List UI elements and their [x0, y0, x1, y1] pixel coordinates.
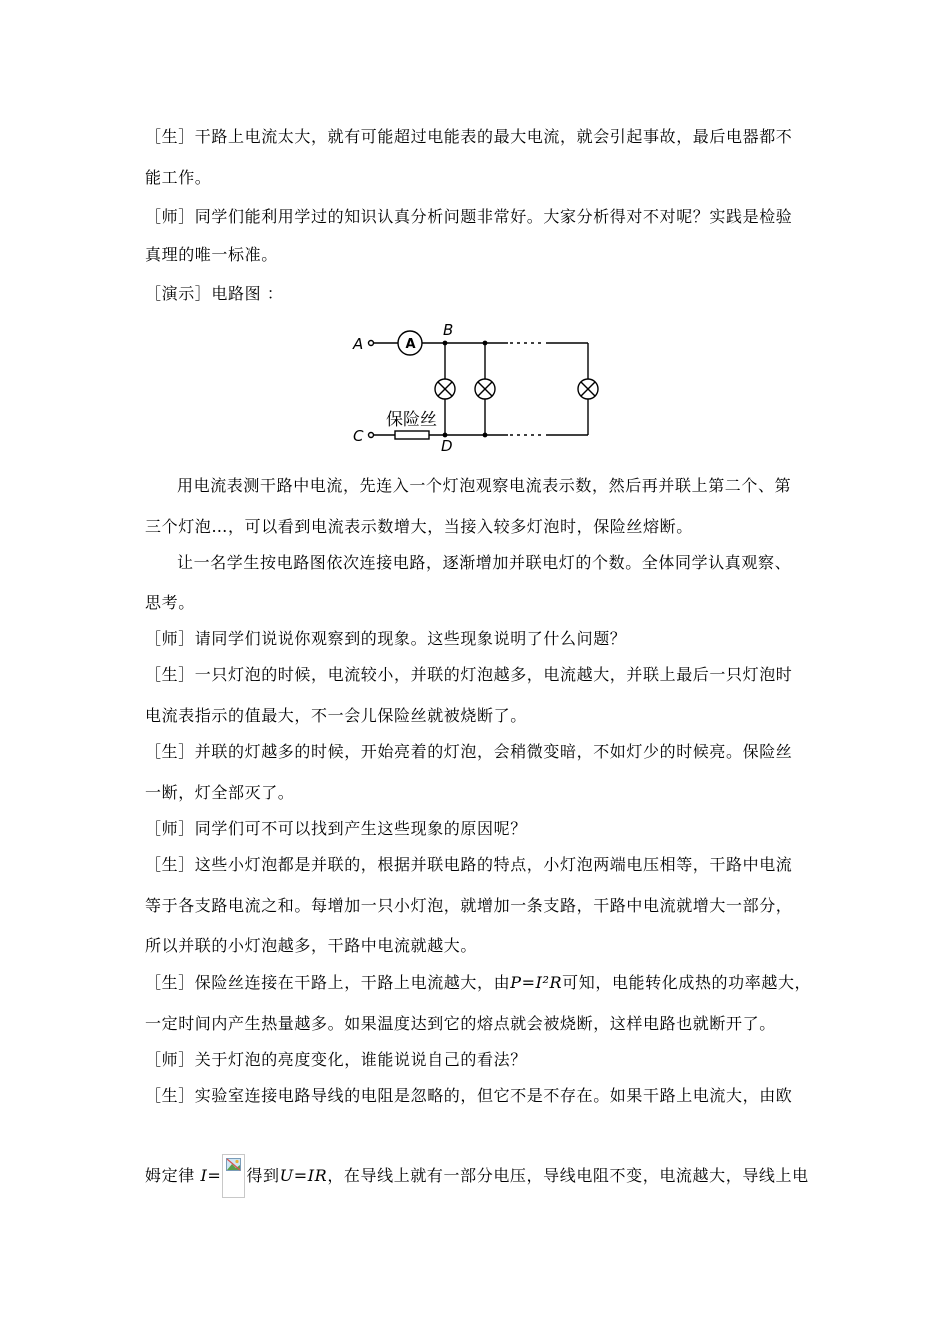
paragraph-line: 真理的唯一标准。 [145, 245, 278, 264]
circuit-diagram [350, 322, 605, 452]
paragraph-line: ［演示］电路图 ： [145, 284, 284, 303]
paragraph-line: ［生］实验室连接电路导线的电阻是忽略的，但它不是不存在。如果干路上电流大，由欧 [145, 1086, 793, 1105]
paragraph-line: 电流表指示的值最大，不一会儿保险丝就被烧断了。 [145, 706, 527, 725]
node-label-d: D [441, 437, 453, 452]
current-formula-prefix: I= [200, 1166, 222, 1185]
paragraph-line: ［师］请同学们说说你观察到的现象。这些现象说明了什么问题？ [145, 629, 627, 648]
node-label-c: C [353, 427, 364, 445]
node-label-b: B [443, 322, 454, 339]
paragraph-line: 让一名学生按电路图依次连接电路，逐渐增加并联电灯的个数。全体同学认真观察、 [177, 553, 792, 572]
ohms-law-get: 得到 [246, 1166, 280, 1185]
paragraph-line: 能工作。 [145, 168, 212, 187]
paragraph-line: 思考。 [145, 593, 195, 612]
ohms-law-line [145, 1154, 810, 1198]
paragraph-line: 一断，灯全部灭了。 [145, 783, 295, 802]
paragraph-line: ［师］同学们能利用学过的知识认真分析问题非常好。大家分析得对不对呢？实践是检验 [145, 207, 793, 226]
power-line-before: ［生］保险丝连接在干路上，干路上电流越大，由 [145, 973, 511, 992]
paragraph-line: ［师］同学们可不可以找到产生这些现象的原因呢？ [145, 819, 527, 838]
ohms-law-rest: ，在导线上就有一部分电压，导线电阻不变，电流越大，导线上电 [327, 1166, 809, 1185]
broken-image-icon [222, 1154, 245, 1198]
power-formula: P=I²R [510, 973, 563, 992]
power-formula-line [145, 972, 810, 994]
paragraph-line: 一定时间内产生热量越多。如果温度达到它的熔点就会被烧断，这样电路也就断开了。 [145, 1014, 776, 1033]
ammeter-label: A [405, 337, 416, 352]
paragraph-line: 三个灯泡…，可以看到电流表示数增大，当接入较多灯泡时，保险丝熔断。 [145, 517, 693, 536]
paragraph-line: ［师］关于灯泡的亮度变化，谁能说说自己的看法？ [145, 1050, 527, 1069]
paragraph-line: 所以并联的小灯泡越多，干路中电流就越大。 [145, 936, 478, 955]
paragraph-line: ［生］这些小灯泡都是并联的，根据并联电路的特点，小灯泡两端电压相等，干路中电流 [145, 855, 793, 874]
power-line-after: 可知，电能转化成热的功率越大， [562, 973, 812, 992]
paragraph-line: ［生］一只灯泡的时候，电流较小，并联的灯泡越多，电流越大，并联上最后一只灯泡时 [145, 665, 793, 684]
ohms-law-start: 姆定律 [145, 1166, 195, 1185]
paragraph-line: 用电流表测干路中电流，先连入一个灯泡观察电流表示数，然后再并联上第二个、第 [177, 476, 792, 495]
paragraph-line: ［生］干路上电流太大，就有可能超过电能表的最大电流，就会引起事故，最后电器都不 [145, 127, 793, 146]
voltage-formula: U=IR [279, 1166, 328, 1185]
paragraph-line: 等于各支路电流之和。每增加一只小灯泡，就增加一条支路，干路中电流就增大一部分， [145, 896, 793, 915]
paragraph-line: ［生］并联的灯越多的时候，开始亮着的灯泡，会稍微变暗，不如灯少的时候亮。保险丝 [145, 742, 793, 761]
node-label-a: A [353, 335, 364, 353]
fuse-label: 保险丝 [386, 410, 437, 430]
